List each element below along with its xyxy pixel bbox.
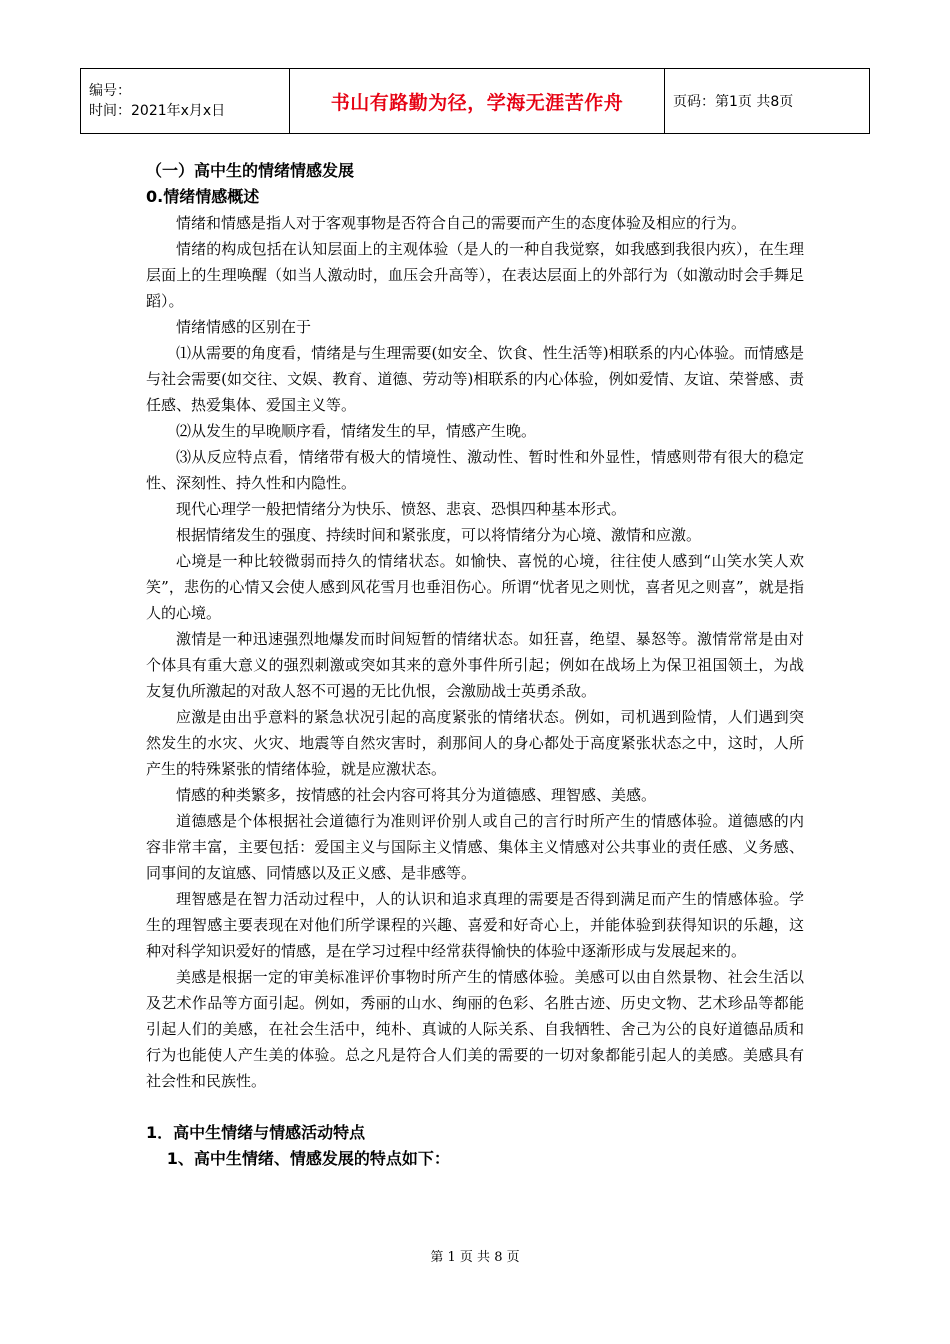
document-date-label: 时间：2021年x月x日: [89, 103, 226, 119]
heading-level-3: 1、高中生情绪、情感发展的特点如下：: [166, 1149, 450, 1168]
header-meta: [81, 69, 290, 134]
paragraph: 心境是一种比较微弱而持久的情绪状态。如愉快、喜悦的心境，往往使人感到“山笑水笑人欢笑”，悲伤的心情又会使人感到风花雪月也垂泪伤心。所谓“忧者见之则忧，喜者见之则喜”，就是指人的心境。: [146, 552, 804, 622]
paragraph: 情绪情感的区别在于: [176, 318, 312, 336]
header-table: [80, 68, 870, 134]
paragraph: 应激是由出乎意料的紧急状况引起的高度紧张的情绪状态。例如，司机遇到险情，人们遇到突然发生的水灾、火灾、地震等自然灾害时，刹那间人的身心都处于高度紧张状态之中，这时，人所产生的特殊紧张的情绪体验，就是应激状态。: [146, 708, 804, 778]
header-slogan: 书山有路勤为径，学海无涯苦作舟: [290, 69, 665, 134]
subsection-title: 0.情绪情感概述: [146, 187, 260, 206]
document-body: [146, 158, 804, 1172]
paragraph: 情绪的构成包括在认知层面上的主观体验（是人的一种自我觉察，如我感到我很内疚），在生理层面上的生理唤醒（如当人激动时，血压会升高等），在表达层面上的外部行为（如激动时会手舞足蹈）。: [146, 240, 804, 310]
paragraph: ⑵从发生的早晚顺序看，情绪发生的早，情感产生晚。: [176, 422, 537, 440]
paragraph: 美感是根据一定的审美标准评价事物时所产生的情感体验。美感可以由自然景物、社会生活以及艺术作品等方面引起。例如，秀丽的山水、绚丽的色彩、名胜古迹、历史文物、艺术珍品等都能引起人们的美感，在社会生活中，纯朴、真诚的人际关系、自我牺牲、舍己为公的良好道德品质和行为也能使人产生美的体验。总之凡是符合人们美的需要的一切对象都能引起人的美感。美感具有社会性和民族性。: [146, 968, 804, 1090]
paragraph: 现代心理学一般把情绪分为快乐、愤怒、悲哀、恐惧四种基本形式。: [176, 500, 627, 518]
paragraph: 情感的种类繁多，按情感的社会内容可将其分为道德感、理智感、美感。: [176, 786, 657, 804]
paragraph: ⑶从反应特点看，情绪带有极大的情境性、激动性、暂时性和外显性，情感则带有很大的稳定性、深刻性、持久性和内隐性。: [146, 448, 804, 492]
document-number-label: 编号：: [89, 83, 131, 99]
paragraph: 情绪和情感是指人对于客观事物是否符合自己的需要而产生的态度体验及相应的行为。: [176, 214, 747, 232]
section-title: （一）高中生的情绪情感发展: [146, 161, 355, 180]
header-page-label: 页码：第1页 共8页: [665, 69, 870, 134]
page-footer: 第 1 页 共 8 页: [430, 1250, 520, 1265]
paragraph: 根据情绪发生的强度、持续时间和紧张度，可以将情绪分为心境、激情和应激。: [176, 526, 702, 544]
heading-level-2: 1．高中生情绪与情感活动特点: [146, 1123, 366, 1142]
paragraph: 理智感是在智力活动过程中，人的认识和追求真理的需要是否得到满足而产生的情感体验。学生的理智感主要表现在对他们所学课程的兴趣、喜爱和好奇心上，并能体验到获得知识的乐趣，这种对科学知识爱好的情感，是在学习过程中经常获得愉快的体验中逐渐形成与发展起来的。: [146, 890, 804, 960]
spacer: [146, 1094, 804, 1120]
paragraph: 激情是一种迅速强烈地爆发而时间短暂的情绪状态。如狂喜，绝望、暴怒等。激情常常是由对个体具有重大意义的强烈刺激或突如其来的意外事件所引起；例如在战场上为保卫祖国领土，为战友复仇所激起的对敌人怒不可遏的无比仇恨，会激励战士英勇杀敌。: [146, 630, 804, 700]
paragraph: 道德感是个体根据社会道德行为准则评价别人或自己的言行时所产生的情感体验。道德感的内容非常丰富，主要包括：爱国主义与国际主义情感、集体主义情感对公共事业的责任感、义务感、同事间的友谊感、同情感以及正义感、是非感等。: [146, 812, 804, 882]
paragraph: ⑴从需要的角度看，情绪是与生理需要(如安全、饮食、性生活等)相联系的内心体验。而情感是与社会需要(如交往、文娱、教育、道德、劳动等)相联系的内心体验，例如爱情、友谊、荣誉感、责任感、热爱集体、爱国主义等。: [146, 344, 804, 414]
